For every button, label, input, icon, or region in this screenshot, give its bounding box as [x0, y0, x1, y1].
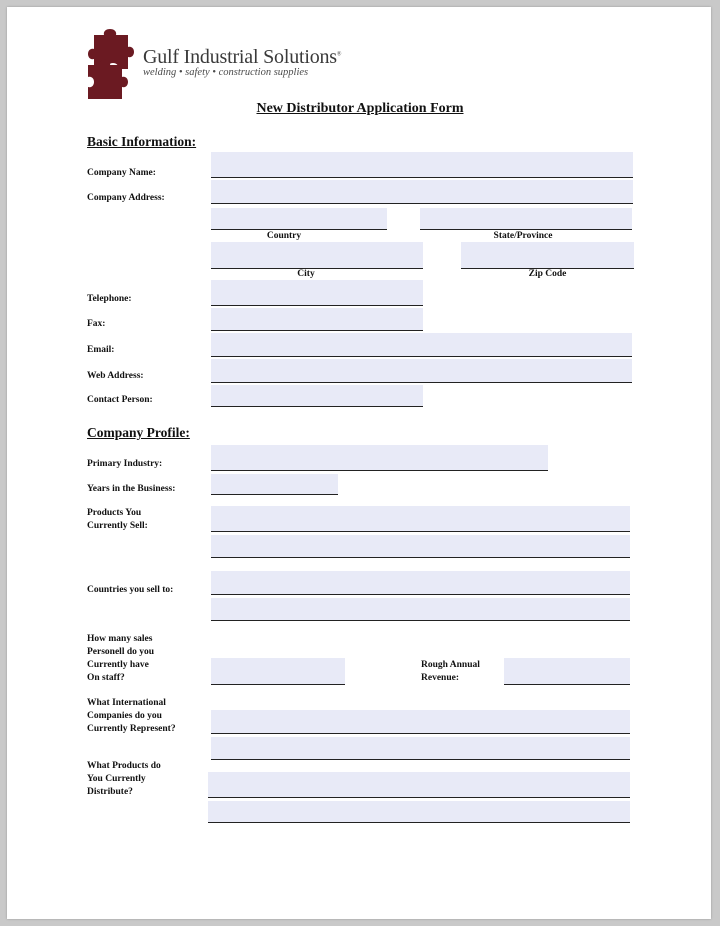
international-companies-label: What International Companies do you Currently Represent? — [87, 698, 176, 734]
company-address-label: Company Address: — [87, 193, 165, 203]
products-sold-field-1[interactable] — [211, 506, 630, 532]
years-in-business-label: Years in the Business: — [87, 484, 176, 494]
company-address-field[interactable] — [211, 180, 633, 204]
section-company-profile: Company Profile: — [87, 425, 190, 440]
company-name-label: Company Name: — [87, 168, 156, 178]
contact-person-label: Contact Person: — [87, 395, 153, 405]
countries-sold-label: Countries you sell to: — [87, 585, 174, 595]
products-sold-field-2[interactable] — [211, 535, 630, 558]
email-field[interactable] — [211, 333, 632, 357]
state-province-field[interactable] — [420, 208, 632, 230]
countries-sold-field-1[interactable] — [211, 571, 630, 595]
puzzle-piece-logo-icon — [80, 25, 146, 101]
city-sublabel: City — [297, 269, 315, 279]
products-sold-label: Products You Currently Sell: — [87, 508, 148, 531]
annual-revenue-label: Rough Annual Revenue: — [421, 660, 480, 683]
primary-industry-label: Primary Industry: — [87, 459, 163, 469]
fax-field[interactable] — [211, 308, 423, 331]
countries-sold-field-2[interactable] — [211, 598, 630, 621]
city-field[interactable] — [211, 242, 423, 269]
primary-industry-field[interactable] — [211, 445, 548, 471]
zip-code-sublabel: Zip Code — [528, 269, 567, 279]
section-basic-information: Basic Information: — [87, 134, 197, 149]
company-name-field[interactable] — [211, 152, 633, 178]
zip-code-field[interactable] — [461, 242, 634, 269]
web-address-label: Web Address: — [87, 371, 144, 381]
products-distributed-field-1[interactable] — [208, 772, 630, 798]
web-address-field[interactable] — [211, 359, 632, 383]
email-label: Email: — [87, 345, 115, 355]
sales-personnel-label: How many sales Personell do you Currently have On staff? — [87, 634, 155, 683]
brand-name: Gulf Industrial Solutions® — [143, 46, 342, 68]
telephone-field[interactable] — [211, 280, 423, 306]
products-distributed-label: What Products do You Currently Distribute? — [87, 761, 161, 797]
country-sublabel: Country — [266, 231, 302, 241]
sales-personnel-field[interactable] — [211, 658, 345, 685]
annual-revenue-field[interactable] — [504, 658, 630, 685]
international-companies-field-2[interactable] — [211, 737, 630, 760]
state-province-sublabel: State/Province — [493, 231, 553, 241]
brand-tagline: welding • safety • construction supplies — [143, 67, 309, 78]
contact-person-field[interactable] — [211, 385, 423, 407]
international-companies-field-1[interactable] — [211, 710, 630, 734]
products-distributed-field-2[interactable] — [208, 801, 630, 823]
years-in-business-field[interactable] — [211, 474, 338, 495]
telephone-label: Telephone: — [87, 294, 132, 304]
fax-label: Fax: — [87, 319, 106, 329]
form-title: New Distributor Application Form — [256, 101, 464, 116]
country-field[interactable] — [211, 208, 387, 230]
